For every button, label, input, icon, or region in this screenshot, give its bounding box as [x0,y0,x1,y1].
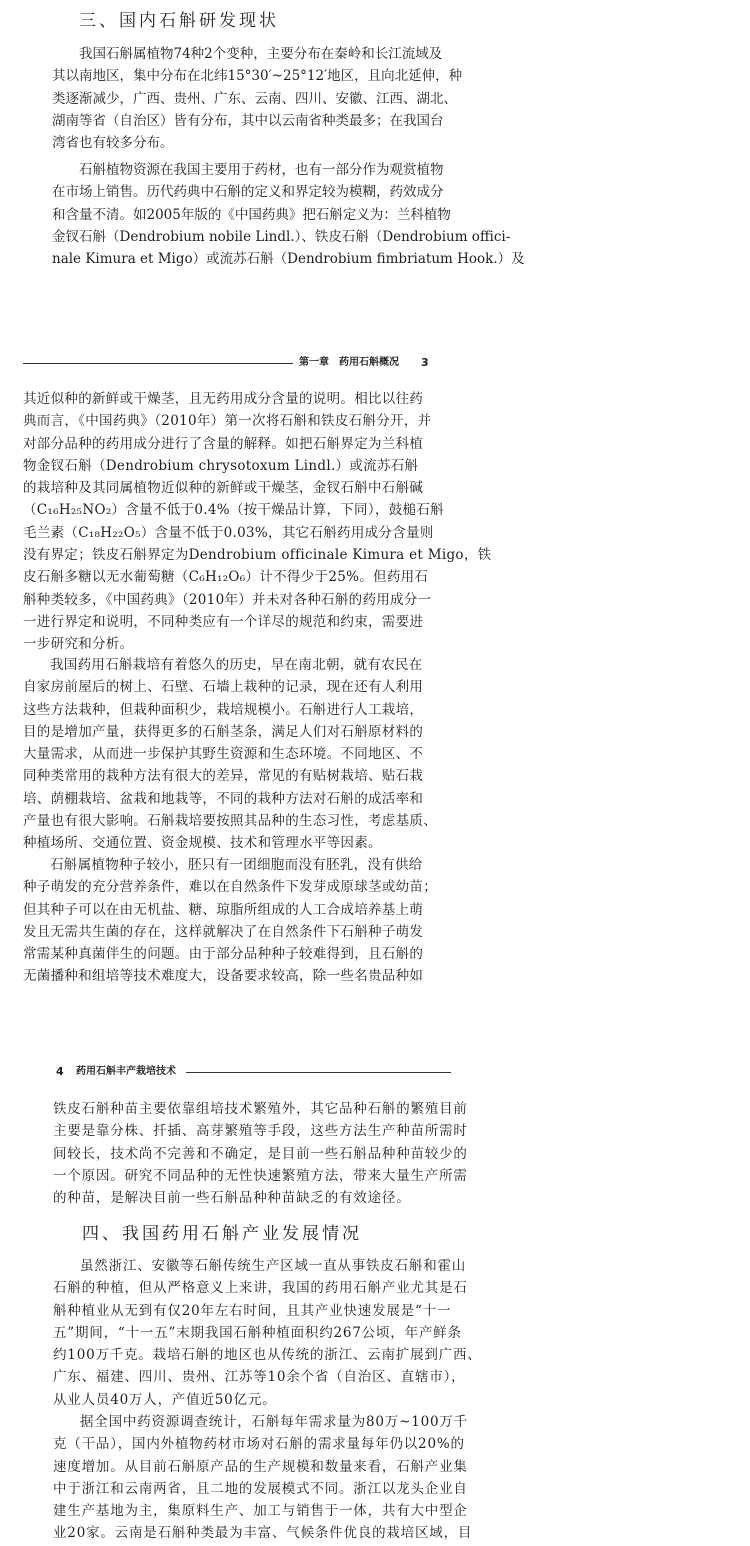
text-line: 大量需求，从而进一步保护其野生资源和生态环境。不同地区、不 [23,746,424,763]
text-line: 发且无需共生菌的存在，这样就解决了在自然条件下石斛种子萌发 [23,923,424,940]
section-heading-3: 三、国内石斛研发现状 [79,11,279,31]
text-line: 石斛的种植，但从严格意义上来讲，我国的药用石斛产业尤其是石 [53,1280,468,1297]
text-line: 但其种子可以在由无机盐、糖、琼脂所组成的人工合成培养基上萌 [23,901,424,918]
text-line: 对部分品种的药用成分进行了含量的解释。如把石斛界定为兰科植 [23,435,424,452]
text-line: 一步研究和分析。 [23,636,134,653]
text-line: 其近似种的新鲜或干燥茎，且无药用成分含量的说明。相比以往药 [23,391,424,407]
text-line: 种子萌发的充分营养条件，难以在自然条件下发芽成原球茎或幼苗； [23,879,437,896]
paragraph [23,654,437,855]
text-line: 同种类常用的栽种方法有很大的差异，常见的有贴树栽培、贴石栽 [23,768,424,785]
book-title: 药用石斛丰产栽培技术 [76,1066,176,1077]
text-line: 五”期间，“十一五”末期我国石斛种植面积约267公顷，年产鲜条 [53,1324,462,1341]
text-line: nale Kimura et Migo）或流苏石斛（Dendrobium fimbriatum Hook.）及 [52,251,525,268]
running-header [23,355,433,371]
text-line: 毛兰素（C₁₈H₂₂O₅）含量不低于0.03%，其它石斛药用成分含量则 [23,524,434,541]
text-line: 我国药用石斛栽培有着悠久的历史，早在南北朝，就有农民在 [50,657,423,673]
page-number: 3 [421,356,429,369]
text-line: 石斛属植物种子较小，胚只有一团细胞而没有胚乳，没有供给 [50,857,423,873]
text-line: 无菌播种和组培等技术难度大，设备要求较高，除一些名贵品种如 [23,968,424,985]
text-line: 产量也有很大影响。石斛栽培要按照其品种的生态习性，考虑基质、 [23,813,437,830]
text-line: 铁皮石斛种苗主要依靠组培技术繁殖外，其它品种石斛的繁殖目前 [53,1101,468,1117]
text-line: 这些方法栽种，但栽种面积少，栽培规模小。石斛进行人工栽培， [23,701,424,718]
paragraph [52,159,525,270]
text-line: 典而言，《中国药典》（2010年）第一次将石斛和铁皮石斛分开，并 [23,413,432,430]
text-line: 一个原因。研究不同品种的无性快速繁殖方法，带来大量生产所需 [53,1167,468,1184]
paragraph [53,1411,473,1545]
chapter-title: 第一章 药用石斛概况 [299,357,399,368]
text-line: 我国石斛属植物74种2个变种，主要分布在秦岭和长江流域及 [79,46,443,62]
paragraph [53,1255,482,1411]
paragraph [23,388,492,656]
section-heading-4: 四、我国药用石斛产业发展情况 [82,1224,362,1244]
header-rule [186,1072,451,1073]
text-line: （C₁₆H₂₅NO₂）含量不低于0.4%（按干燥品计算，下同），鼓槌石斛 [23,502,444,519]
paragraph [52,43,463,154]
text-line: 的种苗，是解决目前一些石斛品种种苗缺乏的有效途径。 [53,1190,411,1207]
paragraph [23,854,437,988]
text-line: 克（干品），国内外植物药材市场对石斛的需求量每年仍以20%的 [53,1436,465,1453]
text-line: 没有界定；铁皮石斛界定为Dendrobium officinale Kimura et Migo，铁 [23,547,492,564]
text-line: 斛种植业从无到有仅20年左右时间，且其产业快速发展是“十一 [53,1302,452,1319]
text-line: 常需某种真菌伴生的问题。由于部分品种种子较难得到，且石斛的 [23,946,424,963]
text-line: 从业人员40万人，产值近50亿元。 [53,1391,277,1408]
text-line: 金钗石斛（Dendrobium nobile Lindl.）、铁皮石斛（Dendrobium offici- [52,228,511,245]
text-line: 业20家。云南是石斛种类最为丰富、气候条件优良的栽培区域，目 [53,1525,473,1542]
text-line: 石斛植物资源在我国主要用于药材，也有一部分作为观赏植物 [79,162,444,178]
text-line: 建生产基地为主，集原料生产、加工与销售于一体，共有大中型企 [53,1503,468,1520]
text-line: 主要是靠分株、扦插、高芽繁殖等手段，这些方法生产种苗所需时 [53,1123,468,1140]
text-line: 斛种类较多，《中国药典》（2010年）并未对各种石斛的药用成分一 [23,591,432,608]
text-line: 物金钗石斛（Dendrobium chrysotoxum Lindl.）或流苏石斛 [23,457,419,474]
text-line: 间较长，技术尚不完善和不确定，是目前一些石斛品种种苗较少的 [53,1145,468,1162]
text-line: 其以南地区，集中分布在北纬15°30′~25°12′地区，且向北延伸，种 [52,68,463,85]
header-rule [23,363,293,364]
text-line: 广东、福建、四川、贵州、江苏等10余个省（自治区、直辖市）， [53,1369,466,1386]
text-line: 和含量不清。如2005年版的《中国药典》把石斛定义为：兰科植物 [52,206,451,223]
text-line: 种植场所、交通位置、资金规模、技术和管理水平等因素。 [23,835,382,852]
text-line: 速度增加。从目前石斛原产品的生产规模和数量来看，石斛产业集 [53,1458,468,1475]
text-line: 自家房前屋后的树上、石壁、石墙上栽种的记录，现在还有人利用 [23,679,424,696]
text-line: 湖南等省（自治区）皆有分布，其中以云南省种类最多；在我国台 [52,112,444,129]
text-line: 据全国中药资源调查统计，石斛每年需求量为80万~100万千 [80,1414,468,1430]
text-line: 虽然浙江、安徽等石斛传统生产区域一直从事铁皮石斛和霍山 [80,1258,467,1274]
page-number: 4 [56,1065,64,1078]
text-line: 中于浙江和云南两省，且二地的发展模式不同。浙江以龙头企业自 [53,1480,468,1497]
text-line: 类逐渐减少，广西、贵州、广东、云南、四川、安徽、江西、湖北、 [52,90,457,107]
text-line: 约100万千克。栽培石斛的地区也从传统的浙江、云南扩展到广西、 [53,1347,482,1364]
text-line: 的栽培种及其同属植物近似种的新鲜或干燥茎，金钗石斛中石斛碱 [23,480,424,497]
paragraph [53,1098,468,1209]
text-line: 在市场上销售。历代药典中石斛的定义和界定较为模糊，药效成分 [52,184,444,201]
running-header [56,1064,451,1080]
text-line: 目的是增加产量，获得更多的石斛茎条，满足人们对石斛原材料的 [23,723,424,740]
text-line: 培、荫棚栽培、盆栽和地栽等，不同的栽种方法对石斛的成活率和 [23,790,424,807]
text-line: 一进行界定和说明，不同种类应有一个详尽的规范和约束，需要进 [23,613,424,630]
text-line: 皮石斛多糖以无水葡萄糖（C₆H₁₂O₆）计不得少于25%。但药用石 [23,569,429,586]
text-line: 湾省也有较多分布。 [52,135,174,152]
